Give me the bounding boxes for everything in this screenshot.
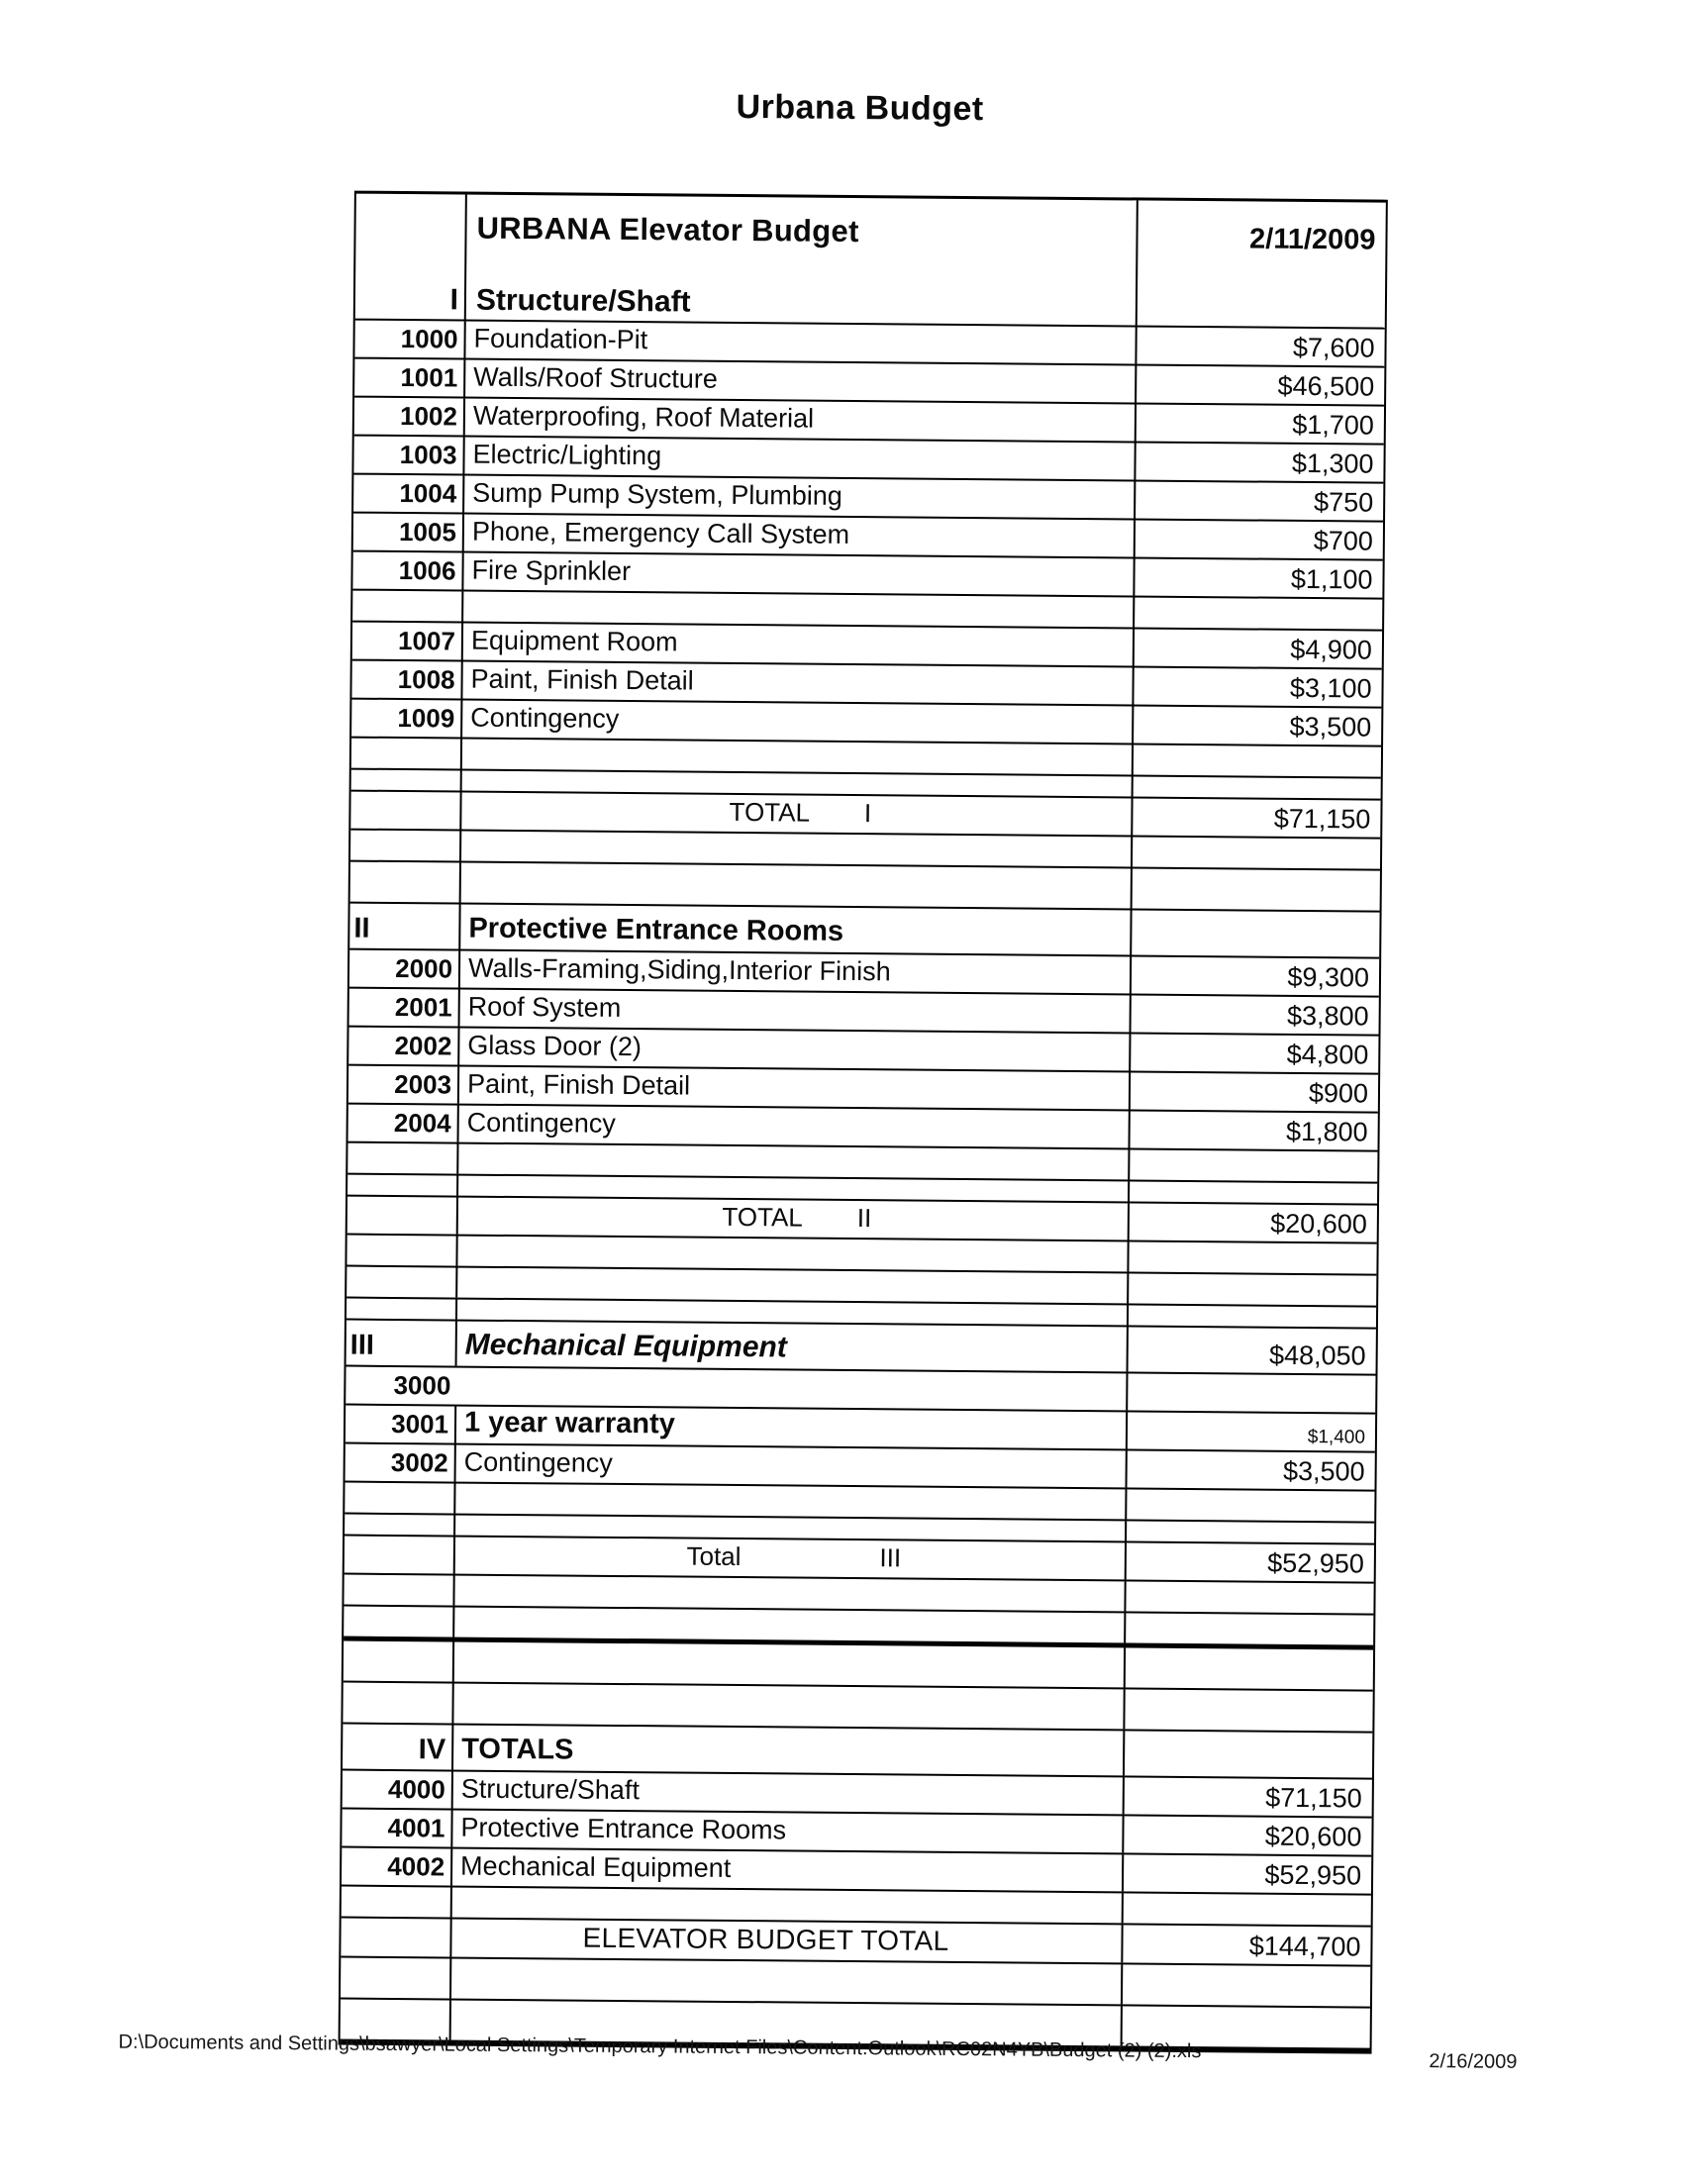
row-number: 1000 bbox=[400, 323, 458, 354]
row-description: 1 year warranty bbox=[463, 1406, 675, 1440]
row-number: 2004 bbox=[393, 1107, 451, 1139]
page-title: Urbana Budget bbox=[736, 87, 984, 129]
section-title: Mechanical Equipment bbox=[464, 1328, 787, 1364]
row-number: 1001 bbox=[400, 361, 458, 393]
section-numeral: I bbox=[355, 194, 467, 320]
row-amount: $3,500 bbox=[1289, 711, 1372, 743]
row-description: Waterproofing, Roof Material bbox=[472, 400, 815, 434]
row-number: 1004 bbox=[399, 477, 457, 509]
total-amount: $52,950 bbox=[1267, 1547, 1364, 1579]
row-number: 1006 bbox=[398, 554, 456, 586]
row-amount: $3,500 bbox=[1282, 1455, 1365, 1487]
row-description: Mechanical Equipment bbox=[460, 1850, 732, 1883]
row-number: 3000 bbox=[393, 1369, 451, 1401]
table-date: 2/11/2009 bbox=[1248, 223, 1376, 256]
row-description: Paint, Finish Detail bbox=[466, 1068, 691, 1101]
total-label: TOTAL bbox=[722, 1201, 803, 1233]
section-numeral: II bbox=[353, 912, 370, 944]
row-description: Electric/Lighting bbox=[472, 439, 662, 471]
row-amount: $3,100 bbox=[1289, 672, 1372, 704]
row-description: Protective Entrance Rooms bbox=[460, 1812, 787, 1845]
row-description: Contingency bbox=[463, 1446, 613, 1478]
total-label: Total bbox=[686, 1540, 742, 1572]
grand-total-label: ELEVATOR BUDGET TOTAL bbox=[582, 1922, 949, 1956]
row-description: Foundation-Pit bbox=[473, 323, 648, 355]
table-title: URBANA Elevator Budget bbox=[476, 210, 859, 249]
row-description: Phone, Emergency Call System bbox=[471, 516, 850, 549]
row-description: Roof System bbox=[467, 991, 622, 1023]
row-amount: $46,500 bbox=[1277, 370, 1375, 402]
row-description: Walls/Roof Structure bbox=[473, 361, 718, 394]
row-amount: $1,100 bbox=[1290, 563, 1373, 595]
row-number: 1009 bbox=[397, 702, 455, 734]
section-title: Structure/Shaft bbox=[475, 283, 691, 319]
row-amount: $48,050 bbox=[1268, 1340, 1366, 1371]
footer-date: 2/16/2009 bbox=[1429, 2050, 1518, 2073]
row-amount: $1,700 bbox=[1292, 409, 1375, 441]
row-amount: $4,800 bbox=[1286, 1039, 1369, 1070]
row-description: Paint, Finish Detail bbox=[470, 663, 694, 696]
section-title: Protective Entrance Rooms bbox=[468, 912, 844, 947]
row-number: 2001 bbox=[394, 991, 452, 1023]
total-amount: $20,600 bbox=[1270, 1208, 1367, 1240]
row-number: 4001 bbox=[387, 1812, 446, 1843]
row-amount: $900 bbox=[1308, 1078, 1369, 1109]
row-amount: $9,300 bbox=[1287, 961, 1370, 993]
row-number: 4000 bbox=[387, 1773, 446, 1805]
total-amount: $71,150 bbox=[1273, 803, 1371, 835]
table-header-row bbox=[355, 194, 1386, 330]
grand-total-amount: $144,700 bbox=[1248, 1931, 1361, 1962]
row-description: Glass Door (2) bbox=[467, 1030, 643, 1062]
row-amount: $7,600 bbox=[1292, 332, 1375, 363]
row-description: Walls-Framing,Siding,Interior Finish bbox=[467, 952, 891, 987]
table-body bbox=[341, 321, 1385, 2048]
section-title: TOTALS bbox=[461, 1733, 574, 1766]
footer-file-path: D:\Documents and Settings\bsawyer\Local Settings\Temporary Internet Files\Content.Outlook\RC02N4YB\Budget (2) (2).xls bbox=[118, 2031, 1202, 2063]
row-amount: $1,800 bbox=[1285, 1116, 1368, 1147]
row-number: 2002 bbox=[394, 1030, 452, 1061]
row-number: 1005 bbox=[398, 516, 457, 547]
total-numeral: II bbox=[856, 1203, 872, 1234]
row-number: 1008 bbox=[397, 663, 455, 695]
row-amount: $1,300 bbox=[1291, 447, 1374, 479]
row-number: 2000 bbox=[395, 952, 453, 984]
row-description: Fire Sprinkler bbox=[471, 554, 632, 587]
row-amount: $750 bbox=[1313, 487, 1374, 518]
total-label: TOTAL bbox=[729, 796, 811, 828]
row-number: 2003 bbox=[394, 1068, 452, 1100]
row-description: Sump Pump System, Plumbing bbox=[472, 477, 843, 511]
row-number: 4002 bbox=[387, 1850, 446, 1882]
budget-table bbox=[339, 191, 1388, 2054]
row-number: 1003 bbox=[399, 439, 457, 470]
row-amount: $52,950 bbox=[1264, 1859, 1362, 1891]
section-numeral: III bbox=[349, 1329, 375, 1361]
row-description: Contingency bbox=[466, 1107, 616, 1139]
row-amount: $3,800 bbox=[1286, 1000, 1369, 1032]
row-amount: $1,400 bbox=[1307, 1427, 1366, 1448]
total-numeral: I bbox=[863, 798, 872, 829]
row-number: 1007 bbox=[397, 625, 456, 656]
row-amount: $71,150 bbox=[1265, 1782, 1362, 1814]
row-description: Structure/Shaft bbox=[460, 1773, 641, 1806]
row-description: Equipment Room bbox=[470, 625, 678, 657]
row-number: 1002 bbox=[399, 400, 458, 432]
row-amount: $20,600 bbox=[1264, 1821, 1362, 1852]
row-amount: $700 bbox=[1313, 526, 1373, 556]
row-description: Contingency bbox=[470, 702, 620, 734]
row-number: 3002 bbox=[390, 1446, 448, 1478]
row-amount: $4,900 bbox=[1290, 634, 1373, 665]
section-numeral: IV bbox=[418, 1734, 446, 1766]
total-numeral: III bbox=[879, 1542, 902, 1573]
row-number: 3001 bbox=[391, 1408, 449, 1439]
